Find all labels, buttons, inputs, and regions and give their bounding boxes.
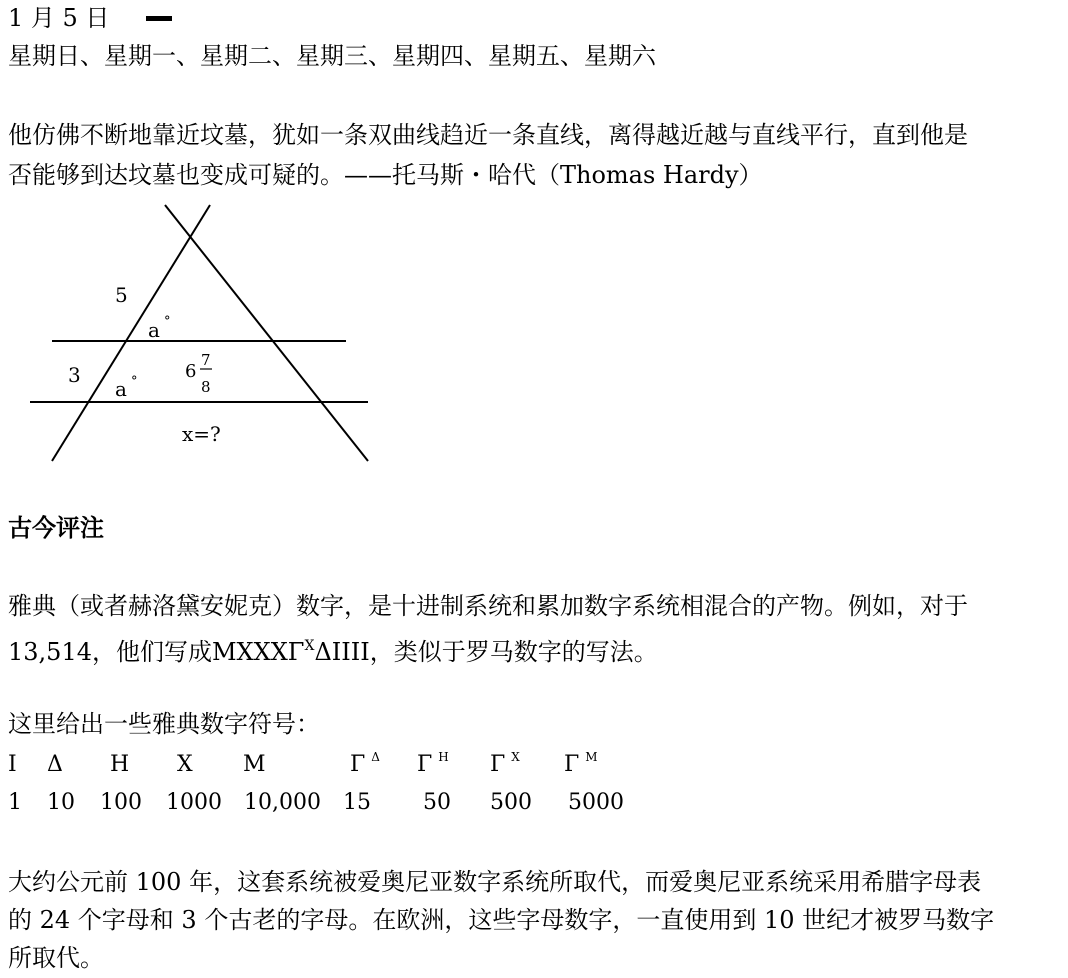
symbol-cell: I bbox=[8, 752, 17, 777]
value-cell: 50 bbox=[423, 790, 451, 815]
value-cell: 100 bbox=[100, 790, 142, 815]
weekdays-line: 星期日、星期一、星期二、星期三、星期四、星期五、星期六 bbox=[8, 42, 656, 70]
mixed-number-whole: 6 bbox=[185, 361, 197, 382]
value-cell: 1 bbox=[8, 790, 22, 815]
para2-line-2: 的 24 个字母和 3 个古老的字母。在欧洲，这些字母数字，一直使用到 10 世纪才被罗马数字 bbox=[8, 906, 995, 934]
quote-line-2: 否能够到达坟墓也变成可疑的。——托马斯・哈代（Thomas Hardy） bbox=[8, 161, 763, 189]
angle-label-top: a bbox=[148, 318, 160, 342]
value-cell: 15 bbox=[343, 790, 371, 815]
value-cell: 10 bbox=[47, 790, 75, 815]
dash-mark bbox=[146, 16, 172, 21]
unknown-x-label: x=? bbox=[182, 422, 221, 446]
symbol-cell: Γ $^M$ bbox=[564, 750, 598, 777]
symbol-cell: Γ $^X$ bbox=[490, 750, 520, 777]
side-label-3: 3 bbox=[68, 363, 81, 387]
fraction-numerator: 7 bbox=[201, 351, 211, 369]
para1-line-2: 13,514，他们写成$MXXX\Gamma^X\Delta IIII$，类似于罗马数字的写法。 bbox=[8, 638, 658, 666]
value-cell: 500 bbox=[490, 790, 532, 815]
symbol-cell: Δ bbox=[47, 752, 63, 777]
triangle-figure bbox=[0, 195, 400, 475]
symbol-cell: X bbox=[177, 752, 193, 777]
degree-symbol-top: ° bbox=[164, 314, 171, 329]
symbol-cell: Γ $^H$ bbox=[417, 750, 449, 777]
para2-line-1: 大约公元前 100 年，这套系统被爱奥尼亚数字系统所取代，而爱奥尼亚系统采用希腊字母表 bbox=[8, 868, 982, 896]
para2-line-3: 所取代。 bbox=[8, 944, 104, 972]
degree-symbol-bottom: ° bbox=[131, 374, 138, 389]
symbol-cell: H bbox=[110, 752, 130, 777]
value-cell: 5000 bbox=[568, 790, 624, 815]
side-label-5: 5 bbox=[115, 283, 128, 307]
section-heading: 古今评注 bbox=[8, 513, 104, 542]
fraction-denominator: 8 bbox=[201, 378, 211, 396]
quote-line-1: 他仿佛不断地靠近坟墓，犹如一条双曲线趋近一条直线，离得越近越与直线平行，直到他是 bbox=[8, 121, 968, 149]
value-cell: 10,000 bbox=[244, 790, 321, 815]
angle-label-bottom: a bbox=[115, 377, 127, 401]
symbol-cell: Γ $^\Delta$ bbox=[350, 750, 380, 777]
symbol-cell: M bbox=[243, 752, 266, 777]
date-heading: 1 月 5 日 bbox=[8, 4, 110, 32]
para1-line-1: 雅典（或者赫洛黛安妮克）数字，是十进制系统和累加数字系统相混合的产物。例如，对于 bbox=[8, 592, 968, 620]
value-cell: 1000 bbox=[166, 790, 222, 815]
symbols-intro: 这里给出一些雅典数字符号： bbox=[8, 710, 320, 738]
